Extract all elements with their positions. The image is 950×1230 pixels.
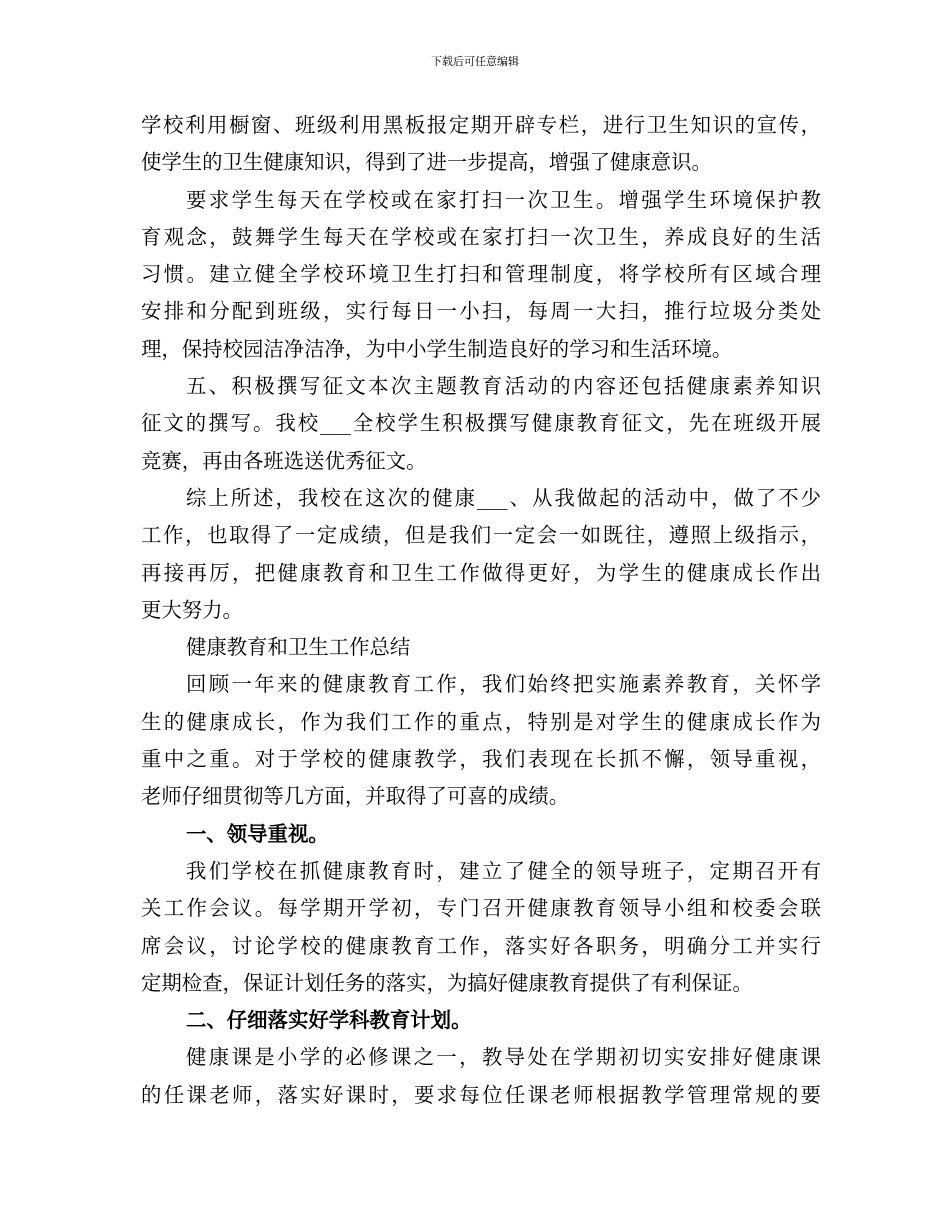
paragraph-line: 生的健康成长，作为我们工作的重点，特别是对学生的健康成长作为: [141, 709, 821, 734]
section-heading-line: 二、仔细落实好学科教育计划。: [186, 1008, 472, 1033]
paragraph-line: 习惯。建立健全学校环境卫生打扫和管理制度，将学校所有区域合理: [141, 262, 821, 287]
paragraph-line: 定期检查，保证计划任务的落实，为搞好健康教育提供了有利保证。: [141, 970, 753, 995]
paragraph-line: 竞赛，再由各班选送优秀征文。: [141, 448, 427, 473]
paragraph-line: 要求学生每天在学校或在家打扫一次卫生。增强学生环境保护教: [186, 187, 821, 212]
paragraph-line: 工作，也取得了一定成绩，但是我们一定会一如既往，遵照上级指示，: [141, 523, 821, 548]
paragraph-line: 重中之重。对于学校的健康教学，我们表现在长抓不懈，领导重视，: [141, 747, 821, 772]
paragraph-line: 关工作会议。每学期开学初，专门召开健康教育领导小组和校委会联: [141, 896, 821, 921]
paragraph-line: 健康教育和卫生工作总结: [186, 635, 411, 660]
paragraph-line: 老师仔细贯彻等几方面，并取得了可喜的成绩。: [141, 784, 570, 809]
document-body: [141, 107, 821, 1114]
paragraph-line: 回顾一年来的健康教育工作，我们始终把实施素养教育，关怀学: [186, 672, 821, 697]
paragraph-line: 安排和分配到班级，实行每日一小扫，每周一大扫，推行垃圾分类处: [141, 299, 821, 324]
paragraph-line: 席会议，讨论学校的健康教育工作，落实好各职务，明确分工并实行: [141, 933, 821, 958]
paragraph-line: 更大努力。: [141, 597, 243, 622]
paragraph-line: 征文的撰写。我校___全校学生积极撰写健康教育征文，先在班级开展: [141, 411, 821, 436]
paragraph-line: 我们学校在抓健康教育时，建立了健全的领导班子，定期召开有: [186, 858, 821, 883]
page-header: 下载后可任意编辑: [431, 55, 519, 68]
section-heading-line: 一、领导重视。: [186, 821, 329, 846]
paragraph-line: 综上所述，我校在这次的健康___、从我做起的活动中，做了不少: [186, 485, 821, 510]
paragraph-line: 再接再厉，把健康教育和卫生工作做得更好，为学生的健康成长作出: [141, 560, 821, 585]
paragraph-line: 学校利用橱窗、班级利用黑板报定期开辟专栏，进行卫生知识的宣传，: [141, 113, 821, 137]
paragraph-line: 育观念，鼓舞学生每天在学校或在家打扫一次卫生，养成良好的生活: [141, 224, 821, 249]
paragraph-line: 五、积极撰写征文本次主题教育活动的内容还包括健康素养知识: [186, 374, 821, 399]
paragraph-line: 理，保持校园洁净洁净，为中小学生制造良好的学习和生活环境。: [141, 336, 733, 361]
paragraph-line: 的任课老师，落实好课时，要求每位任课老师根据教学管理常规的要: [141, 1082, 821, 1107]
paragraph-line: 健康课是小学的必修课之一，教导处在学期初切实安排好健康课: [186, 1045, 821, 1070]
paragraph-line: 使学生的卫生健康知识，得到了进一步提高，增强了健康意识。: [141, 150, 712, 175]
